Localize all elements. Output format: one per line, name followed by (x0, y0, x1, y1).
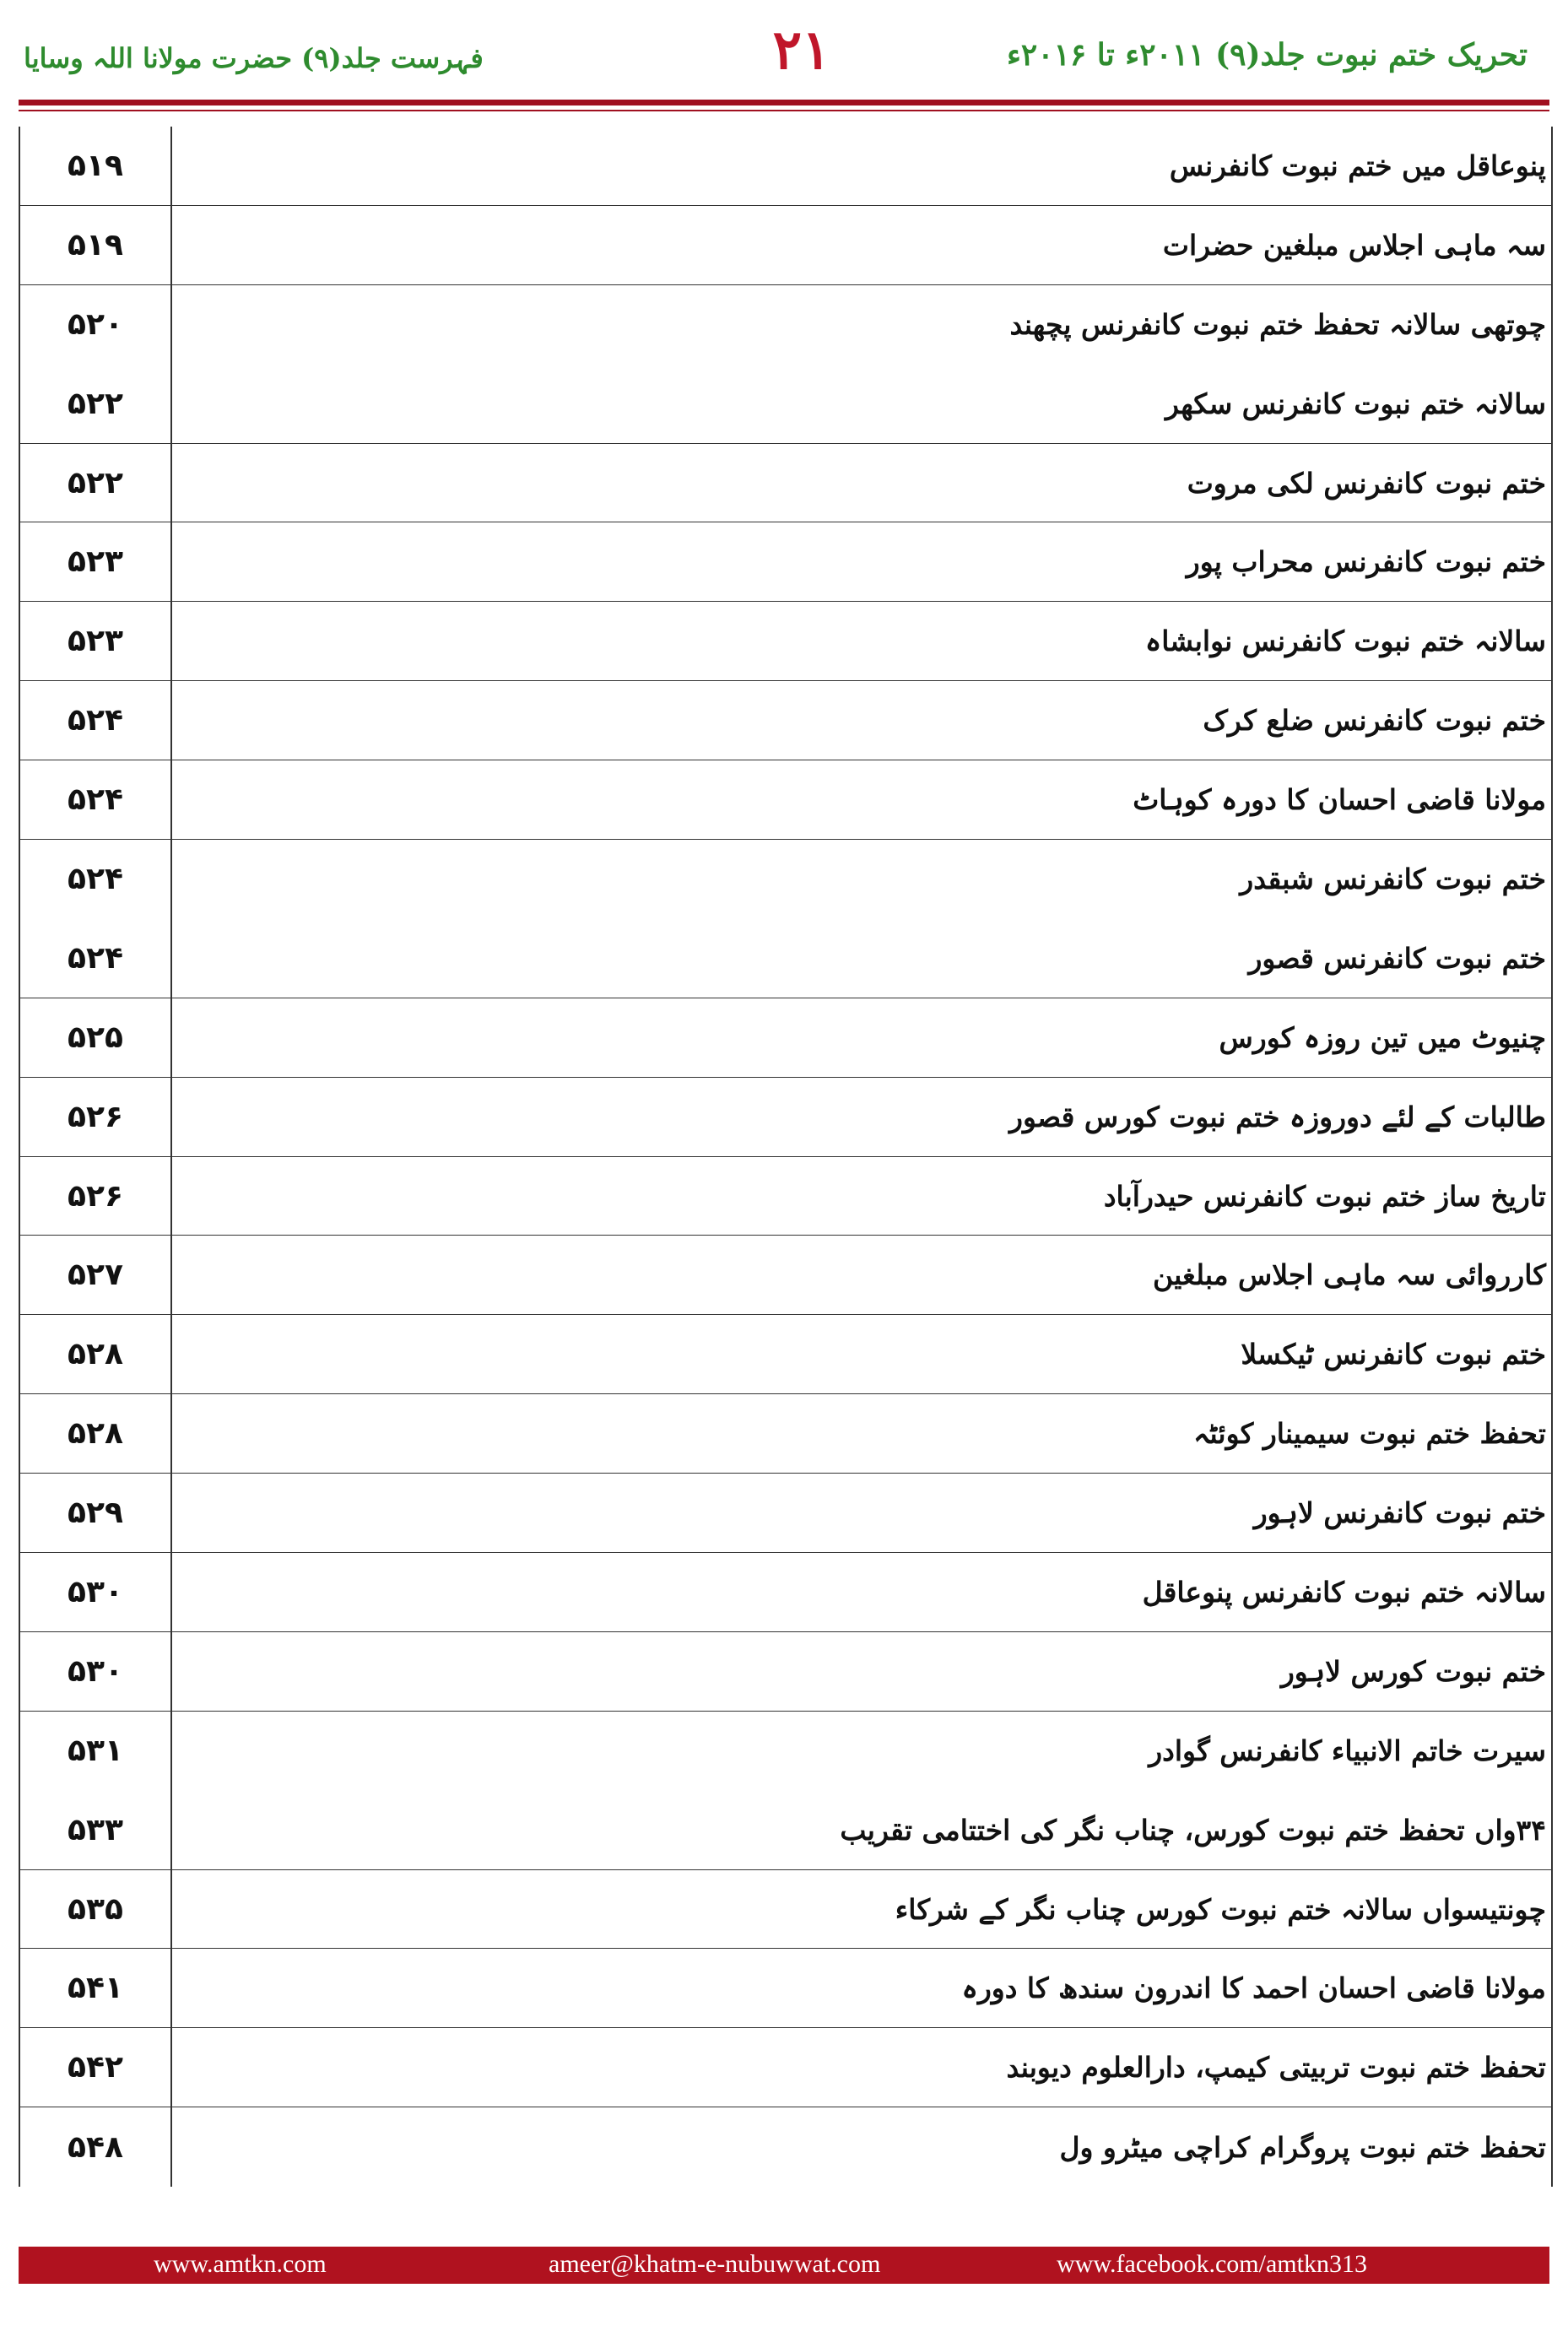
entry-page: ۵۲۴ (68, 940, 123, 976)
entry-page: ۵۳۰ (68, 1574, 123, 1609)
book-title: تحریک ختم نبوت جلد(۹) ۲۰۱۱ء تا ۲۰۱۶ء (1006, 37, 1527, 73)
entry-title: تحفظ ختم نبوت تربیتی کیمپ، دارالعلوم دیوبند (1006, 2051, 1546, 2085)
entry-title: ختم نبوت کانفرنس لکی مروت (1187, 466, 1546, 500)
entry-page: ۵۲۸ (68, 1416, 123, 1452)
toc-row (20, 1553, 1551, 1632)
entry-page: ۵۱۹ (68, 227, 123, 262)
entry-title: چنیوٹ میں تین روزہ کورس (1219, 1020, 1546, 1054)
entry-title: تحفظ ختم نبوت پروگرام کراچی میٹرو ول (1059, 2130, 1546, 2164)
toc-row (20, 1157, 1551, 1236)
toc-row (20, 1632, 1551, 1712)
entry-page: ۵۲۵ (68, 1020, 123, 1055)
entry-title: سہ ماہی اجلاس مبلغین حضرات (1162, 228, 1546, 262)
entry-page: ۵۲۴ (68, 703, 123, 738)
toc-row (20, 206, 1551, 285)
entry-page: ۵۳۰ (68, 1653, 123, 1689)
entry-page: ۵۱۹ (68, 148, 123, 183)
toc-row (20, 522, 1551, 602)
toc-row (20, 2028, 1551, 2107)
toc-row (20, 1474, 1551, 1553)
toc-row (20, 760, 1551, 840)
toc-row (20, 1712, 1551, 1791)
toc-row (20, 1315, 1551, 1394)
page-number: ۲۱ (772, 19, 831, 82)
entry-page: ۵۲۴ (68, 862, 123, 897)
entry-page: ۵۴۱ (68, 1971, 123, 2006)
toc-row (20, 1791, 1551, 1870)
entry-page: ۵۲۶ (68, 1178, 123, 1214)
entry-title: ختم نبوت کانفرنس ضلع کرک (1203, 704, 1546, 738)
entry-title: سالانہ ختم نبوت کانفرنس سکھر (1165, 387, 1546, 420)
entry-title: ختم نبوت کانفرنس محراب پور (1186, 545, 1546, 579)
entry-title: ختم نبوت کورس لاہور (1280, 1654, 1546, 1688)
entry-page: ۵۲۴ (68, 782, 123, 818)
entry-page: ۵۳۵ (68, 1891, 123, 1927)
entry-title: ۳۴واں تحفظ ختم نبوت کورس، چناب نگر کی اختتامی تقریب (840, 1813, 1546, 1847)
entry-page: ۵۴۲ (68, 2050, 123, 2085)
entry-page: ۵۲۳ (68, 624, 123, 659)
entry-page: ۵۲۶ (68, 1099, 123, 1134)
toc-row (20, 2107, 1551, 2187)
toc-row (20, 127, 1551, 206)
footer-website: www.amtkn.com (154, 2250, 327, 2278)
section-title: فہرست جلد(۹) حضرت مولانا اللہ وسایا (24, 42, 484, 74)
entry-page: ۵۲۲ (68, 386, 123, 421)
entry-page: ۵۲۲ (68, 465, 123, 500)
entry-title: پنوعاقل میں ختم نبوت کانفرنس (1169, 149, 1546, 182)
toc-row (20, 998, 1551, 1078)
toc-row (20, 285, 1551, 365)
entry-title: سیرت خاتم الانبیاء کانفرنس گوادر (1149, 1734, 1546, 1768)
toc-row (20, 1394, 1551, 1474)
toc-row (20, 602, 1551, 681)
entry-title: سالانہ ختم نبوت کانفرنس نوابشاہ (1144, 625, 1546, 658)
toc-row (20, 840, 1551, 919)
toc-row (20, 1870, 1551, 1950)
entry-title: ختم نبوت کانفرنس لاہور (1253, 1496, 1546, 1530)
entry-title: تاریخ ساز ختم نبوت کانفرنس حیدرآباد (1103, 1179, 1546, 1213)
table-of-contents (19, 127, 1553, 2187)
entry-title: ختم نبوت کانفرنس قصور (1248, 941, 1546, 975)
page-header (0, 0, 1568, 110)
toc-row (20, 365, 1551, 444)
entry-title: مولانا قاضی احسان کا دورہ کوہاٹ (1133, 783, 1546, 817)
entry-title: ختم نبوت کانفرنس شبقدر (1240, 863, 1546, 896)
entry-page: ۵۲۹ (68, 1496, 123, 1531)
header-rule-thick (19, 100, 1549, 105)
entry-page: ۵۴۸ (68, 2129, 123, 2165)
entry-title: مولانا قاضی احسان احمد کا اندرون سندھ کا دورہ (961, 1971, 1546, 2005)
entry-title: تحفظ ختم نبوت سیمینار کوئٹہ (1193, 1417, 1546, 1451)
entry-page: ۵۳۱ (68, 1734, 123, 1769)
entry-page: ۵۳۳ (68, 1812, 123, 1847)
toc-row (20, 1949, 1551, 2028)
toc-row (20, 1078, 1551, 1157)
page-footer (19, 2247, 1549, 2284)
toc-row (20, 919, 1551, 998)
entry-title: کارروائی سہ ماہی اجلاس مبلغین (1152, 1258, 1546, 1292)
entry-title: چونتیسواں سالانہ ختم نبوت کورس چناب نگر کے شرکاء (895, 1892, 1546, 1926)
entry-page: ۵۲۳ (68, 544, 123, 580)
entry-page: ۵۲۰ (68, 307, 123, 343)
entry-title: سالانہ ختم نبوت کانفرنس پنوعاقل (1142, 1575, 1546, 1609)
entry-page: ۵۲۸ (68, 1337, 123, 1372)
toc-row (20, 444, 1551, 523)
footer-email: ameer@khatm-e-nubuwwat.com (549, 2250, 881, 2278)
entry-page: ۵۲۷ (68, 1258, 123, 1293)
toc-row (20, 681, 1551, 760)
entry-title: ختم نبوت کانفرنس ٹیکسلا (1241, 1338, 1546, 1371)
header-rule-thin (19, 110, 1549, 111)
footer-facebook: www.facebook.com/amtkn313 (1057, 2250, 1367, 2278)
toc-row (20, 1236, 1551, 1315)
entry-title: طالبات کے لئے دوروزہ ختم نبوت کورس قصور (1009, 1100, 1546, 1133)
entry-title: چوتھی سالانہ تحفظ ختم نبوت کانفرنس پچھند (1009, 308, 1546, 342)
